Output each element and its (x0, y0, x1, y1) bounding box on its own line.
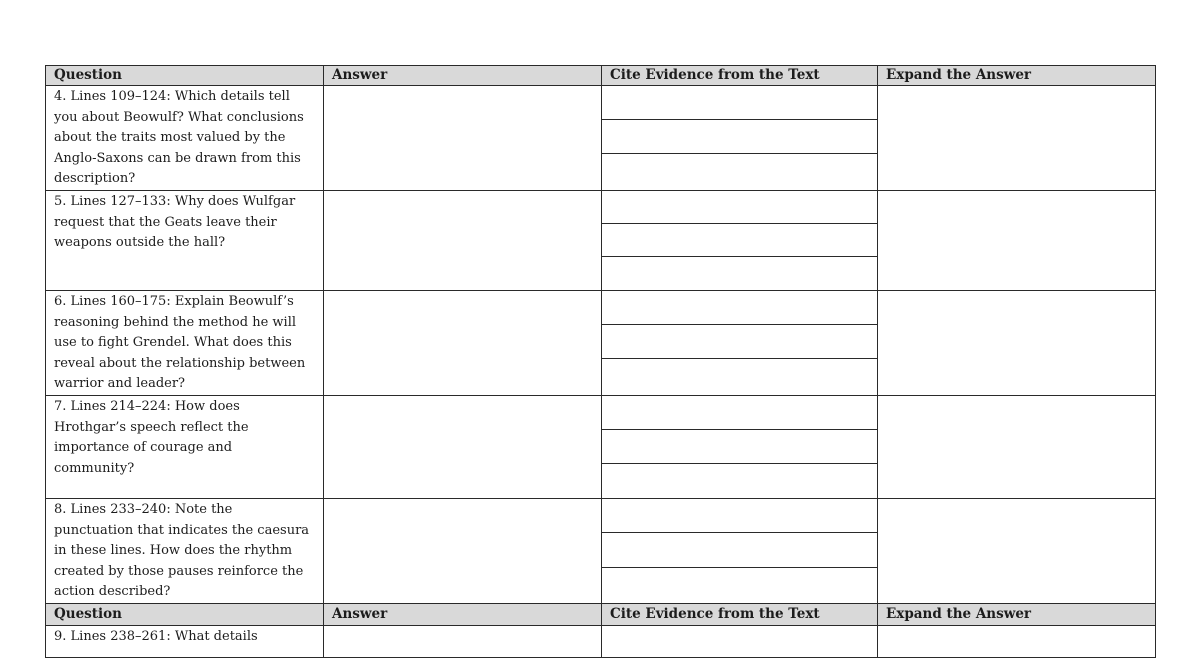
expand-cell[interactable] (878, 625, 1156, 657)
header-expand-answer: Expand the Answer (878, 66, 1156, 86)
evidence-slot[interactable] (602, 359, 877, 392)
evidence-slot[interactable] (602, 568, 877, 601)
question-cell: 7. Lines 214–224: How does Hrothgar’s speech reflect the importance of courage and community? (46, 395, 324, 498)
question-cell: 9. Lines 238–261: What details (46, 625, 324, 657)
evidence-cell[interactable] (602, 625, 878, 657)
header-row (46, 66, 1156, 86)
expand-cell[interactable] (878, 190, 1156, 290)
question-cell: 4. Lines 109–124: Which details tell you about Beowulf? What conclusions about the traits most valued by the Anglo-Saxons can be drawn from this description? (46, 86, 324, 191)
expand-cell[interactable] (878, 86, 1156, 191)
table-row (46, 190, 1156, 290)
evidence-slot[interactable] (602, 257, 877, 289)
header-expand-answer: Expand the Answer (878, 603, 1156, 625)
evidence-cell (602, 86, 878, 191)
evidence-cell (602, 290, 878, 395)
evidence-slot[interactable] (602, 499, 877, 533)
table-row (46, 498, 1156, 603)
evidence-slot[interactable] (602, 224, 877, 257)
answer-cell[interactable] (324, 395, 602, 498)
evidence-slot[interactable] (602, 86, 877, 120)
answer-cell[interactable] (324, 498, 602, 603)
question-cell: 5. Lines 127–133: Why does Wulfgar request that the Geats leave their weapons outside the hall? (46, 190, 324, 290)
expand-cell[interactable] (878, 395, 1156, 498)
table-row (46, 86, 1156, 191)
evidence-cell (602, 190, 878, 290)
evidence-slot[interactable] (602, 325, 877, 359)
answer-cell[interactable] (324, 290, 602, 395)
expand-cell[interactable] (878, 498, 1156, 603)
header-answer: Answer (324, 66, 602, 86)
table-row (46, 625, 1156, 657)
table-row (46, 395, 1156, 498)
question-table (45, 65, 1156, 658)
evidence-slot[interactable] (602, 154, 877, 187)
answer-cell[interactable] (324, 86, 602, 191)
header-answer: Answer (324, 603, 602, 625)
header-row (46, 603, 1156, 625)
evidence-slot[interactable] (602, 464, 877, 497)
question-cell: 6. Lines 160–175: Explain Beowulf’s reasoning behind the method he will use to fight Grendel. What does this reveal about the relationship between warrior and leader? (46, 290, 324, 395)
header-cite-evidence: Cite Evidence from the Text (602, 603, 878, 625)
worksheet (45, 65, 1155, 644)
answer-cell[interactable] (324, 190, 602, 290)
header-question: Question (46, 603, 324, 625)
evidence-slot[interactable] (602, 120, 877, 154)
question-cell: 8. Lines 233–240: Note the punctuation that indicates the caesura in these lines. How does the rhythm created by those pauses reinforce the action described? (46, 498, 324, 603)
table-row (46, 290, 1156, 395)
evidence-slot[interactable] (602, 291, 877, 325)
header-question: Question (46, 66, 324, 86)
evidence-cell (602, 498, 878, 603)
answer-cell[interactable] (324, 625, 602, 657)
evidence-slot[interactable] (602, 430, 877, 464)
header-cite-evidence: Cite Evidence from the Text (602, 66, 878, 86)
evidence-slot[interactable] (602, 533, 877, 567)
evidence-slot[interactable] (602, 396, 877, 430)
expand-cell[interactable] (878, 290, 1156, 395)
evidence-cell (602, 395, 878, 498)
evidence-slot[interactable] (602, 191, 877, 224)
